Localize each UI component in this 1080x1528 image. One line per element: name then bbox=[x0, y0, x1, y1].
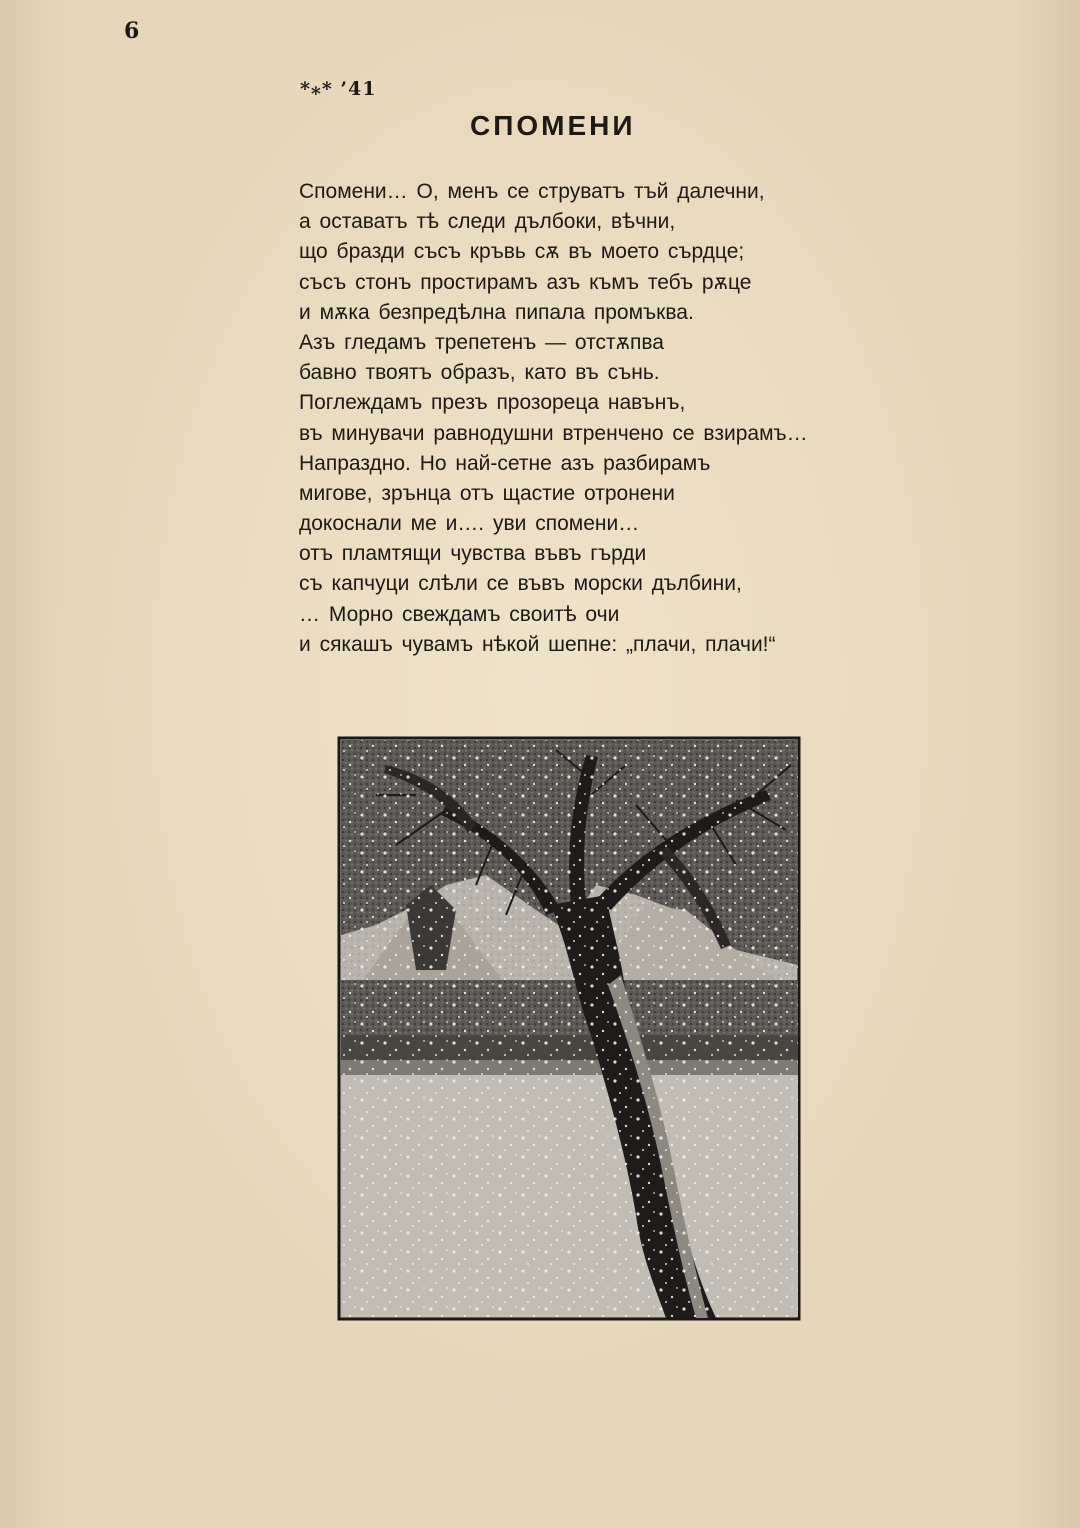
poem-title: СПОМЕНИ bbox=[470, 110, 636, 141]
poem-line: съ капчуци слѣли се въвъ морски дълбини, bbox=[299, 572, 742, 596]
poem-line: бавно твоятъ образъ, като въ сънь. bbox=[299, 361, 660, 385]
poem-line: докоснали ме и…. уви спомени… bbox=[299, 512, 640, 536]
poem-line: Спомени… О, менъ се струватъ тъй далечни, bbox=[299, 180, 765, 203]
poem-line: Поглеждамъ презъ прозореца навънъ, bbox=[299, 391, 686, 415]
poem-line: съсъ стонъ простирамъ азъ къмъ тебъ рѫце bbox=[299, 270, 752, 294]
poem-line: отъ пламтящи чувства въвъ гърди bbox=[299, 542, 647, 566]
poem-line: Азъ гледамъ трепетенъ — отстѫпва bbox=[299, 330, 664, 354]
poem-line: Напраздно. Но най-сетне азъ разбирамъ bbox=[299, 451, 711, 475]
poem-body bbox=[299, 177, 844, 660]
dedication-mark: *⁎* ’41 bbox=[300, 78, 377, 100]
poem-line: … Морно свеждамъ своитѣ очи bbox=[299, 602, 620, 626]
winter-tree-illustration bbox=[336, 735, 802, 1322]
poem-line: и мѫка безпредѣлна пипала промъква. bbox=[299, 300, 694, 324]
poem-line: въ минувачи равнодушни втренчено се взирамъ… bbox=[299, 421, 808, 445]
poem-line: а оставатъ тѣ следи дълбоки, вѣчни, bbox=[299, 210, 676, 234]
poem-line: мигове, зрънца отъ щастие отронени bbox=[299, 481, 675, 505]
poem-line: що бразди съсъ кръвь сѫ въ моето сърдце; bbox=[299, 240, 745, 264]
illustration-graphic bbox=[336, 735, 802, 1322]
poem-line: и сякашъ чувамъ нѣкой шепне: „плачи, плачи!“ bbox=[299, 632, 776, 656]
page-number: 6 bbox=[124, 18, 140, 44]
